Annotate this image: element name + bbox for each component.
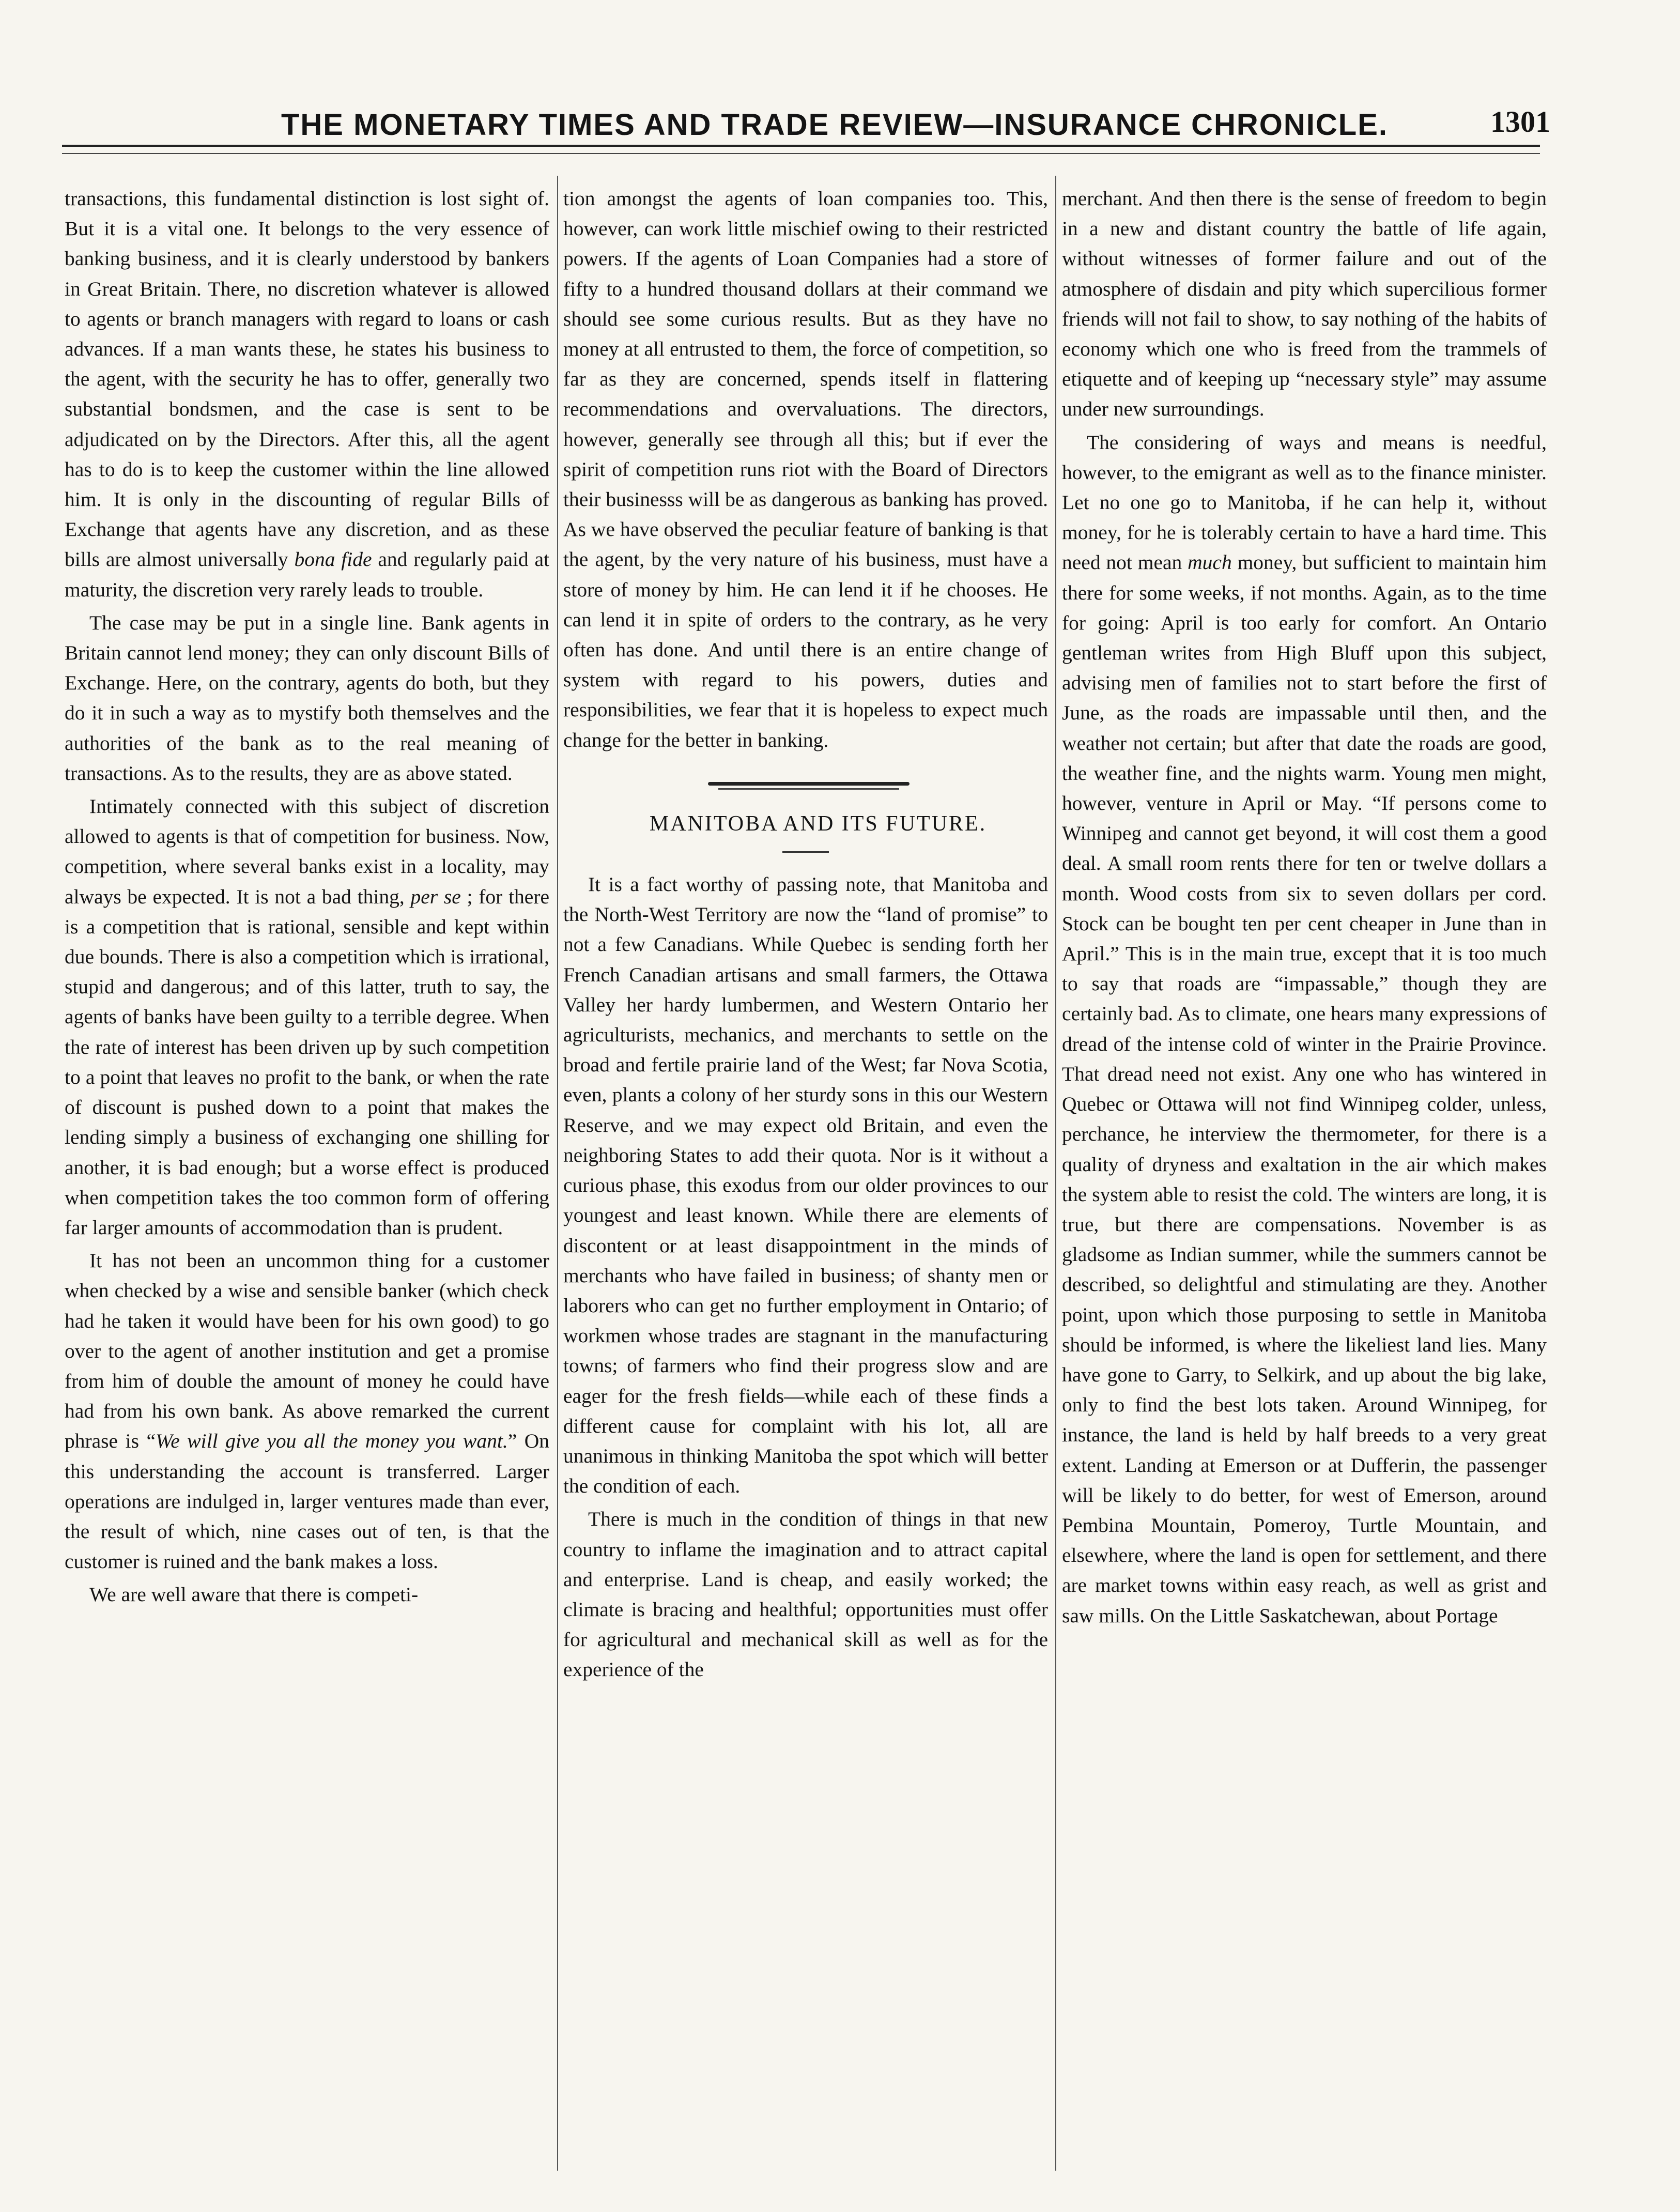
text-span: ” On this understanding the account is transferred. Larger operations are indulged in, larger ventures made than ever, the result of which, nine cases out of ten, is that the customer is ruined and the bank makes a loss.	[65, 1430, 550, 1573]
italic-text: We will give you all the money you want.	[155, 1430, 508, 1453]
column-3	[1062, 183, 1547, 1634]
section-heading: MANITOBA AND ITS FUTURE.	[649, 811, 987, 836]
text-span: Intimately connected with this subject of discretion allowed to agents is that of competition for business. Now, competition, where several banks exist in a locality, may always be expected. It is not a bad thing,	[65, 795, 549, 908]
paragraph	[65, 791, 549, 1242]
column-2	[563, 183, 1048, 1688]
italic-text: much	[1188, 551, 1232, 574]
text-span: transactions, this fundamental distinction is lost sight of. But it is a vital one. It belongs to the very essence of banking business, and it is clearly understood by bankers in Great Britain. There, no discretion whatever is allowed to agents or branch managers with regard to loans or cash advances. If a man wants these, he states his business to the agent, with the security he has to offer, generally two substantial bondsmen, and the case is sent to be adjudicated on by the Directors. After this, all the agent has to do is to keep the customer within the line allowed him. It is only in the discounting of regular Bills of Exchange that agents have any discretion, and as these bills are almost universally	[65, 187, 549, 571]
publication-title: THE MONETARY TIMES AND TRADE REVIEW—INSURANCE CHRONICLE.	[281, 108, 1389, 142]
text-span: and regularly paid at maturity, the discretion very rarely leads to trouble.	[65, 548, 550, 601]
page-header	[62, 78, 1550, 155]
paragraph	[65, 183, 549, 605]
italic-text: per se	[410, 885, 461, 908]
paragraph	[65, 1246, 549, 1576]
paragraph: It is a fact worthy of passing note, that Manitoba and the North-West Territory are now the “land of promise” to not a few Canadians. While Quebec is sending forth her French Canadian artisans and small farmers, the Ottawa Valley her hardy lumbermen, and Western Ontario her agriculturists, mechanics, and merchants to settle on the broad and fertile prairie land of the West; far Nova Scotia, even, plants a colony of her sturdy sons in this our Western Reserve, and we may expect old Britain, and even the neighboring States to add their quota. Nor is it without a curious phase, this exodus from our older provinces to our youngest and least known. While there are elements of discontent or at least disappointment in the minds of merchants who have failed in business; of shanty men or laborers who can get no further employment in Ontario; of workmen whose trades are stagnant in the manufacturing towns; of farmers who find their progress slow and are eager for the fresh fields—while each of these finds a different cause for complaint with his lot, all are unanimous in thinking Manitoba the spot which will better the condition of each.	[563, 873, 1048, 1498]
ornament-bar	[708, 782, 910, 786]
paragraph	[1062, 427, 1547, 1631]
page-number: 1301	[1490, 105, 1550, 139]
paragraph: The case may be put in a single line. Bank agents in Britain cannot lend money; they can only discount Bills of Exchange. Here, on the contrary, agents do both, but they do it in such a way as to mystify both themselves and the authorities of the bank as to the real meaning of transactions. As to the results, they are as above stated.	[65, 611, 549, 785]
header-rule-thin	[62, 153, 1540, 154]
heading-rule	[782, 851, 829, 853]
header-rule	[62, 145, 1540, 147]
column-divider	[1055, 176, 1056, 2171]
paragraph: There is much in the condition of things in that new country to inflame the imagination and to attract capital and enterprise. Land is cheap, and easily worked; the climate is bracing and healthful; opportunities must offer for agricultural and mechanical skill as well as for the experience of the	[563, 1508, 1048, 1681]
text-span: ; for there is a competition that is rational, sensible and kept within due bounds. There is also a competition which is irrational, stupid and dangerous; and of this latter, truth to say, the agents of banks have been guilty to a terrible degree. When the rate of interest has been driven up by such competition to a point that leaves no profit to the bank, or when the rate of discount is pushed down to a point that makes the lending simply a business of exchanging one shilling for another, it is bad enough; but a worse effect is produced when competition takes the too common form of offering far larger amounts of accommodation than is prudent.	[65, 885, 550, 1239]
column-1	[65, 183, 549, 1613]
italic-text: bona fide	[294, 548, 372, 571]
paragraph: tion amongst the agents of loan companies too. This, however, can work little mischief owing to their restricted powers. If the agents of Loan Companies had a store of fifty to a hundred thousand dollars at their command we should see some curious results. But as they have no money at all entrusted to them, the force of competition, so far as they are concerned, spends itself in flattering recommendations and overvaluations. The directors, however, generally see through all this; but if ever the spirit of competition runs riot with the Board of Directors their businesss will be as dangerous as banking has proved. As we have observed the peculiar feature of banking is that the agent, by the very nature of his business, must have a store of money by him. He can lend it if he chooses. He can lend it in spite of orders to the contrary, as he very often has done. And until there is an entire change of system with regard to his powers, duties and responsibilities, we fear that it is hopeless to expect much change for the better in banking.	[563, 187, 1048, 751]
ornamental-rule	[563, 776, 1048, 796]
text-span: The considering of ways and means is needful, however, to the emigrant as well as to the finance minister. Let no one go to Manitoba, if he can help it, without money, for he is tolerably certain to have a hard time. This need not mean	[1062, 431, 1547, 574]
paragraph: We are well aware that there is competi-	[89, 1583, 419, 1606]
text-span: money, but sufficient to maintain him there for some weeks, if not months. Again, as to the time for going: April is too early for comfort. An Ontario gentleman writes from High Bluff upon this subject, advising men of families not to start before the first of June, as the roads are impassable until then, and the weather not certain; but after that date the roads are good, the weather fine, and the nights warm. Young men might, however, venture in April or May. “If persons come to Winnipeg and cannot get beyond, it will cost them a good deal. A small room rents there for ten or twelve dollars a month. Wood costs from six to seven dollars per cord. Stock can be bought ten per cent cheaper in June than in April.” This is in the main true, except that it is too much to say that roads are “impassable,” though they are certainly bad. As to climate, one hears many expressions of dread of the intense cold of winter in the Prairie Province. That dread need not exist. Any one who has wintered in Quebec or Ottawa will not find Winnipeg colder, unless, perchance, he interview the thermometer, for there is a quality of dryness and exaltation in the air which makes the system able to resist the cold. The winters are long, it is true, but there are compensations. November is as gladsome as Indian summer, while the summers cannot be described, so delightful and stimulating are they. Another point, upon which those purposing to settle in Manitoba should be informed, is where the likeliest land lies. Many have gone to Garry, to Selkirk, and up about the big lake, only to find the best lots taken. Around Winnipeg, for instance, the land is held by half breeds to a very great extent. Landing at Emerson or at Dufferin, the passenger will be likely to do better, for west of Emerson, around Pembina Mountain, Pomeroy, Turtle Mountain, and elsewhere, where the land is open for settlement, and there are market towns within easy reach, as well as grist and saw mills. On the Little Saskatchewan, about Portage	[1062, 551, 1547, 1627]
column-divider	[557, 176, 558, 2171]
paragraph: merchant. And then there is the sense of freedom to begin in a new and distant country the battle of life again, without witnesses of former failure and out of the atmosphere of disdain and pity which supercilious former friends will not fail to show, to say nothing of the habits of economy which one who is freed from the trammels of etiquette and of keeping up “necessary style” may assume under new surroundings.	[1062, 187, 1547, 421]
ornament-bar-thin	[718, 788, 899, 790]
text-span: It has not been an uncommon thing for a customer when checked by a wise and sensible banker (which check had he taken it would have been for his own good) to go over to the agent of another institution and get a promise from him of double the amount of money he could have had from his own bank. As above remarked the current phrase is “	[65, 1249, 549, 1453]
